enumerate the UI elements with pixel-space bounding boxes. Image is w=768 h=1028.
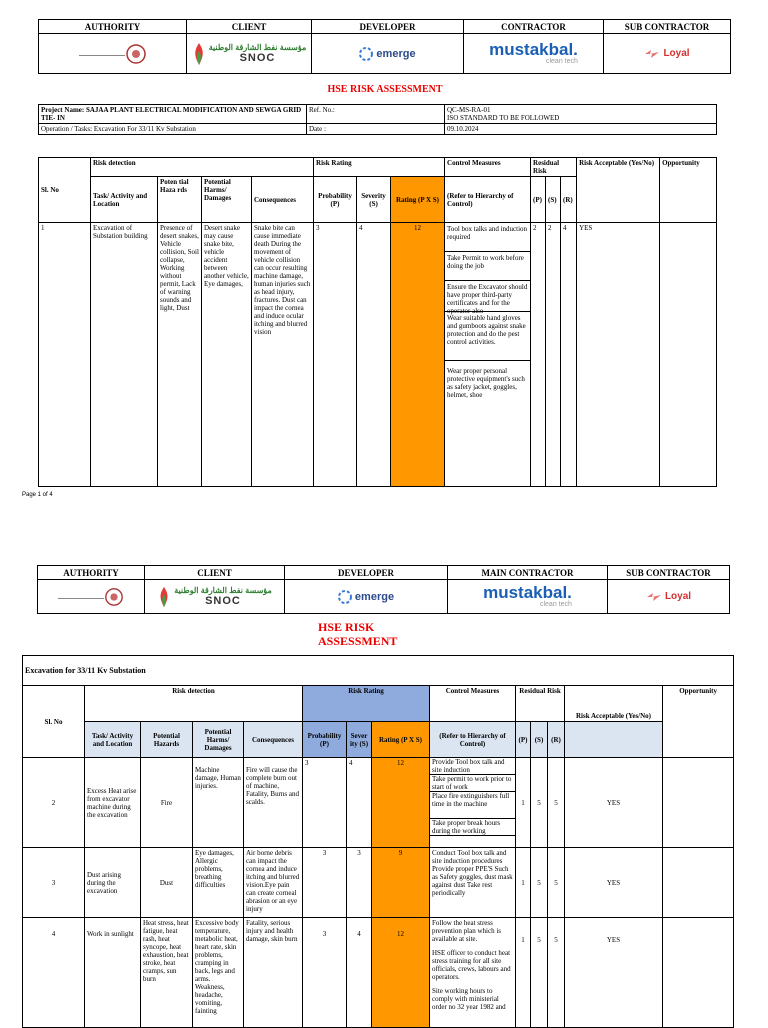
header2-main-contractor: MAIN CONTRACTOR — [448, 566, 608, 580]
ref-value: QC-MS-RA-01 — [447, 106, 491, 114]
row3-opportunity — [663, 848, 734, 918]
emerge-logo-2: emerge — [285, 580, 448, 614]
authority-logo — [39, 34, 187, 74]
col-probability: Probability (P) — [314, 177, 357, 223]
col-control-measures: Control Measures — [445, 158, 531, 177]
row1-acceptable: YES — [577, 223, 660, 487]
row3-hazards: Dust — [141, 848, 193, 918]
row1-control-2: Take Permit to work before doing the job — [445, 252, 530, 281]
snoc-logo-2: مؤسسة نفط الشارقة الوطنية SNOC — [145, 580, 285, 614]
col-sl-no: Sl. No — [39, 158, 91, 223]
col2-consequences: Consequences — [244, 722, 303, 758]
row4-acceptable: YES — [565, 918, 663, 1028]
col2-probability: Probability (P) — [303, 722, 347, 758]
row1-res-p: 2 — [531, 223, 546, 487]
row4-control-2: HSE officer to conduct heat stress training for all site officials, crews, labours and operators. — [432, 949, 511, 981]
emerge-icon — [359, 47, 373, 61]
page2-header-table — [37, 565, 730, 614]
risk-table-page1 — [38, 157, 717, 487]
page2-title: HSE RISK ASSESSMENT — [318, 620, 398, 648]
emerge-logo: emerge — [312, 34, 464, 74]
col2-res-r: (R) — [548, 722, 565, 758]
row4-res-p: 1 — [516, 918, 531, 1028]
row3-control-1: Conduct Tool box talk and site induction procedures Provide proper PPE'S Such as Safety goggles, dust mask against dust Take rest periodically — [430, 848, 516, 918]
row2-res-s: 5 — [531, 758, 548, 848]
col-consequences: Consequences — [252, 177, 314, 223]
col-risk-rating: Risk Rating — [314, 158, 445, 177]
page1-title: HSE RISK ASSESSMENT — [327, 84, 443, 95]
loyal-icon — [644, 48, 660, 60]
col2-control-measures: Control Measures — [430, 686, 516, 722]
col-res-s: (S) — [546, 177, 561, 223]
col2-task: Task/ Activity and Location — [85, 722, 141, 758]
project-name: Project Name: SAJAA PLANT ELECTRICAL MODIFICATION AND SEWGA GRID TIE- IN — [39, 105, 307, 124]
header2-sub-contractor: SUB CONTRACTOR — [608, 566, 730, 580]
row4-res-r: 5 — [548, 918, 565, 1028]
row1-task: Excavation of Substation building — [91, 223, 158, 487]
row2-sl: 2 — [23, 758, 85, 848]
col-hierarchy: (Refer to Hierarchy of Control) — [445, 177, 531, 223]
row2-controls — [430, 758, 516, 848]
row2-consequences: Fire will cause the complete burn out of machine, Fatality, Burns and scalds. — [244, 758, 303, 848]
flame-icon — [192, 41, 206, 67]
row2-rating: 12 — [372, 758, 430, 848]
row2-severity: 4 — [347, 758, 372, 848]
row1-severity: 4 — [357, 223, 391, 487]
loyal-logo: Loyal — [604, 34, 731, 74]
header-contractor: CONTRACTOR — [464, 20, 604, 34]
date-label: Date : — [307, 124, 445, 135]
authority-logo-2 — [38, 580, 145, 614]
col2-risk-rating: Risk Rating — [303, 686, 430, 722]
col-rating: Rating (P X S) — [391, 177, 445, 223]
row1-control-4: Wear suitable hand gloves and gumboots against snake protection and do the pest control activities. — [445, 312, 530, 361]
row1-control-3: Ensure the Excavator should have proper third-party certificates and for the operator also — [445, 281, 530, 312]
row1-control-5: Wear proper personal protective equipment's such as safety jacket, goggles, helmet, shoe — [447, 367, 525, 399]
col-res-r: (R) — [561, 177, 577, 223]
project-info-table — [38, 104, 717, 135]
row1-control-1: Tool box talks and induction required — [445, 223, 530, 252]
row3-severity: 3 — [347, 848, 372, 918]
row3-res-r: 5 — [548, 848, 565, 918]
row4-opportunity — [663, 918, 734, 1028]
row4-rating: 12 — [372, 918, 430, 1028]
row2-res-r: 5 — [548, 758, 565, 848]
col2-risk-acceptable: Risk Acceptable (Yes/No) — [565, 686, 663, 722]
row4-consequences: Fatality, serious injury and health damage, skin burn — [244, 918, 303, 1028]
row4-hazards: Heat stress, heat fatigue, heat rash, heat syncope, heat exhaustion, heat stroke, heat cramps, sun burn — [141, 918, 193, 1028]
row1-sl: 1 — [39, 223, 91, 487]
operation2: Excavation for 33/11 Kv Substation — [23, 656, 734, 686]
row2-probability: 3 — [303, 758, 347, 848]
header2-developer: DEVELOPER — [285, 566, 448, 580]
operation-tasks: Operation / Tasks: Excavation For 33/11 Kv Substation — [39, 124, 307, 135]
row4-harms: Excessive body temperature, metabolic heat, heart rate, skin problems, cramping in back, legs and arms. Weakness, headache, vomiting, fainting — [193, 918, 244, 1028]
col2-residual-risk: Residual Risk — [516, 686, 565, 722]
col2-severity: Sever ity (S) — [347, 722, 372, 758]
col-harms: Potential Harms/ Damages — [202, 177, 252, 223]
row4-task: Work in sunlight — [85, 918, 141, 1028]
page1-header-table — [38, 19, 731, 74]
col-risk-acceptable: Risk Acceptable (Yes/No) — [577, 158, 660, 223]
row3-consequences: Air borne debris can impact the cornea and induce itching and blurred vision.Eye pain can create corneal abrasion or an eye injury — [244, 848, 303, 918]
date-value: 09.10.2024 — [445, 124, 717, 135]
row3-sl: 3 — [23, 848, 85, 918]
ref-label: Ref. No.: — [307, 105, 445, 124]
iso-standard: ISO STANDARD TO BE FOLLOWED — [447, 114, 560, 122]
row3-probability: 3 — [303, 848, 347, 918]
row3-res-p: 1 — [516, 848, 531, 918]
mustakbal-logo: mustakbal. clean tech — [464, 34, 604, 74]
row3-task: Dust arising during the excavation — [85, 848, 141, 918]
row2-harms: Machine damage, Human injuries. — [193, 758, 244, 848]
row4-sl: 4 — [23, 918, 85, 1028]
emerge-icon — [338, 590, 352, 604]
col2-harms: Potential Harms/ Damages — [193, 722, 244, 758]
mustakbal-logo-2: mustakbal. clean tech — [448, 580, 608, 614]
row2-task: Excess Heat arise from excavator machine during the excavation — [85, 758, 141, 848]
snoc-logo: مؤسسة نفط الشارقة الوطنية SNOC — [187, 34, 312, 74]
emblem-icon — [104, 587, 124, 607]
row3-acceptable: YES — [565, 848, 663, 918]
col-opportunity: Opportunity — [660, 158, 717, 223]
row1-res-s: 2 — [546, 223, 561, 487]
row1-rating: 12 — [391, 223, 445, 487]
row2-opportunity — [663, 758, 734, 848]
row2-acceptable: YES — [565, 758, 663, 848]
col-severity: Severity (S) — [357, 177, 391, 223]
col2-res-s: (S) — [531, 722, 548, 758]
row4-control-3: Site working hours to comply with ministerial order no 32 year 1982 and — [432, 987, 506, 1011]
row2-control-2: Take permit to work prior to start of work — [430, 775, 515, 792]
col2-rating: Rating (P X S) — [372, 722, 430, 758]
col-task: Task/ Activity and Location — [91, 177, 158, 223]
row1-harms: Desert snake may cause snake bite, vehicle accident between another vehicle, Eye damages, — [202, 223, 252, 487]
row1-res-r: 4 — [561, 223, 577, 487]
row4-res-s: 5 — [531, 918, 548, 1028]
header-developer: DEVELOPER — [312, 20, 464, 34]
loyal-icon — [646, 591, 662, 603]
row2-hazards: Fire — [141, 758, 193, 848]
row4-severity: 4 — [347, 918, 372, 1028]
row2-control-4: Take proper break hours during the working — [430, 819, 515, 836]
col-res-p: (P) — [531, 177, 546, 223]
row2-control-1: Provide Tool box talk and site induction — [430, 758, 515, 775]
col-residual-risk: Residual Risk — [531, 158, 577, 177]
row1-controls — [445, 223, 531, 487]
row4-probability: 3 — [303, 918, 347, 1028]
header2-authority: AUTHORITY — [38, 566, 145, 580]
row1-probability: 3 — [314, 223, 357, 487]
loyal-logo-2: Loyal — [608, 580, 730, 614]
col-risk-detection: Risk detection — [91, 158, 314, 177]
row1-consequences: Snake bite can cause immediate death During the movement of vehicle collision can occur resulting machine damage, human injuries such as head injury, fractures. Dust can impact the cornea and induce ocular itching and blurred vision — [252, 223, 314, 487]
emblem-icon — [125, 43, 147, 65]
col2-hazards: Potential Hazards — [141, 722, 193, 758]
col2-hierarchy: (Refer to Hierarchy of Control) — [430, 722, 516, 758]
row2-res-p: 1 — [516, 758, 531, 848]
col2-res-p: (P) — [516, 722, 531, 758]
risk-table-page2 — [22, 655, 734, 1028]
row4-control-1: Follow the heat stress prevention plan which is available at site. — [432, 919, 502, 943]
row2-control-3: Place fire extinguishers full time in the machine — [430, 792, 515, 819]
row3-harms: Eye damages, Allergic problems, breathing difficulties — [193, 848, 244, 918]
row1-opportunity — [660, 223, 717, 487]
row3-rating: 9 — [372, 848, 430, 918]
col2-sl-no: Sl. No — [23, 686, 85, 758]
col2-risk-detection: Risk detection — [85, 686, 303, 722]
col-hazards: Poten tial Haza rds — [158, 177, 202, 223]
row1-hazards: Presence of desert snakes, Vehicle collision, Soil collapse, Working without permit, Lack of warning sounds and light, Dust — [158, 223, 202, 487]
row3-res-s: 5 — [531, 848, 548, 918]
col2-opportunity: Opportunity — [663, 686, 734, 758]
page-footer: Page 1 of 4 — [22, 492, 53, 498]
header2-client: CLIENT — [145, 566, 285, 580]
row4-controls — [430, 918, 516, 1028]
header-client: CLIENT — [187, 20, 312, 34]
header-sub-contractor: SUB CONTRACTOR — [604, 20, 731, 34]
header-authority: AUTHORITY — [39, 20, 187, 34]
flame-icon — [157, 585, 171, 609]
